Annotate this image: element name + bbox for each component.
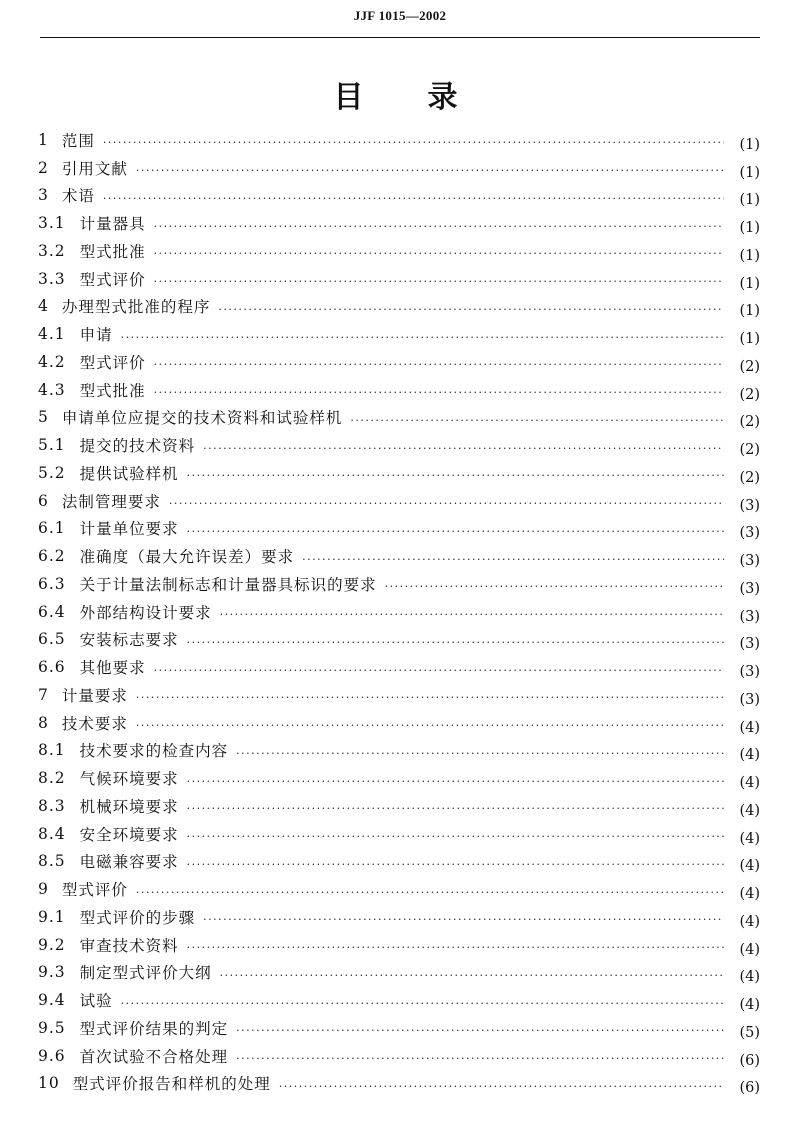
page-title-char-1: 目 [333, 80, 366, 115]
toc-entry-title: 型式评价 [79, 270, 146, 289]
toc-dot-leader [236, 1024, 724, 1037]
page-title-char-2: 录 [427, 80, 460, 115]
toc-entry [38, 792, 760, 820]
toc-dot-leader [187, 469, 724, 482]
toc-entry-page: (4) [739, 775, 760, 792]
toc-entry [38, 653, 760, 681]
toc-entry-page: (4) [739, 969, 760, 986]
toc-entry [38, 126, 760, 154]
toc-dot-leader [187, 941, 724, 954]
toc-entry-number: 3 [38, 186, 49, 205]
toc-entry-number: 6 [38, 491, 49, 510]
toc-entry-number: 8.5 [38, 852, 66, 871]
toc-entry-title: 申请 [79, 326, 113, 345]
toc-entry [38, 903, 760, 931]
toc-dot-leader [187, 775, 724, 788]
toc-entry-page: (3) [739, 497, 760, 514]
toc-entry [38, 986, 760, 1014]
toc-entry-number: 10 [38, 1074, 60, 1093]
toc-dot-leader [136, 164, 724, 177]
toc-dot-leader [121, 997, 724, 1010]
toc-entry-number: 9.4 [38, 991, 66, 1010]
toc-entry-page: (4) [739, 747, 760, 764]
toc-dot-leader [154, 358, 724, 371]
toc-entry-page: (4) [739, 913, 760, 930]
toc-entry-title: 术语 [61, 187, 95, 206]
toc-entry-page: (6) [739, 1052, 760, 1069]
toc-dot-leader [103, 192, 724, 205]
toc-entry-number: 3.1 [38, 214, 66, 233]
toc-entry [38, 626, 760, 654]
toc-dot-leader [187, 636, 724, 649]
document-code-header: JJF 1015—2002 [353, 8, 447, 23]
toc-dot-leader [220, 608, 724, 621]
toc-entry-page: (3) [739, 636, 760, 653]
toc-entry-number: 9.3 [38, 963, 66, 982]
toc-dot-leader [187, 830, 724, 843]
toc-entry-title: 气候环境要求 [79, 770, 179, 789]
toc-dot-leader [187, 858, 724, 871]
toc-entry-number: 5 [38, 408, 49, 427]
toc-entry-title: 申请单位应提交的技术资料和试验样机 [61, 409, 343, 428]
toc-entry-title: 其他要求 [79, 659, 146, 678]
toc-dot-leader [154, 220, 724, 233]
toc-entry-page: (3) [739, 691, 760, 708]
toc-entry-number: 8.3 [38, 796, 66, 815]
toc-entry-title: 审查技术资料 [79, 936, 179, 955]
toc-entry [38, 348, 760, 376]
header-divider [40, 37, 760, 38]
toc-dot-leader [302, 553, 724, 566]
toc-entry-page: (2) [739, 442, 760, 459]
toc-entry-title: 技术要求的检查内容 [79, 742, 229, 761]
toc-entry-number: 4 [38, 297, 49, 316]
toc-entry-title: 办理型式批准的程序 [61, 298, 211, 317]
toc-entry-number: 4.3 [38, 380, 66, 399]
toc-dot-leader [154, 386, 724, 399]
toc-entry-page: (1) [739, 220, 760, 237]
toc-entry [38, 515, 760, 543]
toc-dot-leader [136, 886, 724, 899]
toc-entry-title: 范围 [61, 131, 95, 150]
toc-entry-title: 机械环境要求 [79, 797, 179, 816]
toc-entry-number: 5.1 [38, 436, 66, 455]
toc-entry [38, 570, 760, 598]
toc-entry-number: 8 [38, 713, 49, 732]
toc-entry-page: (3) [739, 664, 760, 681]
toc-entry-title: 安装标志要求 [79, 631, 179, 650]
toc-entry-title: 关于计量法制标志和计量器具标识的要求 [79, 575, 377, 594]
toc-entry [38, 487, 760, 515]
toc-entry [38, 459, 760, 487]
toc-entry-number: 9.2 [38, 935, 66, 954]
toc-entry-number: 9.5 [38, 1018, 66, 1037]
toc-entry-title: 型式批准 [79, 381, 146, 400]
toc-entry-title: 制定型式评价大纲 [79, 964, 212, 983]
toc-entry-title: 计量单位要求 [79, 520, 179, 539]
toc-dot-leader [203, 442, 724, 455]
toc-entry [38, 1014, 760, 1042]
toc-entry-page: (2) [739, 414, 760, 431]
toc-entry [38, 209, 760, 237]
toc-entry-page: (1) [739, 331, 760, 348]
toc-dot-leader [350, 414, 724, 427]
toc-dot-leader [203, 913, 724, 926]
toc-dot-leader [136, 719, 724, 732]
toc-entry-number: 9 [38, 880, 49, 899]
toc-entry [38, 709, 760, 737]
toc-entry-page: (4) [739, 830, 760, 847]
toc-entry [38, 265, 760, 293]
toc-entry-number: 6.3 [38, 574, 66, 593]
toc-entry-title: 型式评价的步骤 [79, 908, 196, 927]
toc-entry-page: (4) [739, 886, 760, 903]
toc-dot-leader [103, 136, 724, 149]
toc-entry-title: 型式批准 [79, 242, 146, 261]
toc-entry-title: 法制管理要求 [61, 492, 161, 511]
toc-entry-page: (1) [739, 136, 760, 153]
toc-entry-number: 8.2 [38, 769, 66, 788]
toc-entry-number: 1 [38, 130, 49, 149]
toc-entry [38, 182, 760, 210]
toc-dot-leader [218, 303, 724, 316]
toc-dot-leader [187, 802, 724, 815]
toc-dot-leader [136, 691, 724, 704]
toc-entry-page: (2) [739, 469, 760, 486]
toc-entry [38, 848, 760, 876]
toc-dot-leader [169, 497, 724, 510]
toc-dot-leader [121, 331, 724, 344]
toc-entry [38, 542, 760, 570]
toc-entry-number: 6.6 [38, 658, 66, 677]
toc-entry [38, 959, 760, 987]
toc-entry-page: (4) [739, 858, 760, 875]
toc-entry-page: (3) [739, 580, 760, 597]
toc-entry-page: (4) [739, 997, 760, 1014]
toc-entry-number: 8.1 [38, 741, 66, 760]
toc-entry-title: 引用文献 [61, 159, 128, 178]
toc-dot-leader [187, 525, 724, 538]
toc-entry-page: (4) [739, 719, 760, 736]
toc-dot-leader [279, 1080, 724, 1093]
toc-entry-title: 电磁兼容要求 [79, 853, 179, 872]
toc-dot-leader [154, 275, 724, 288]
toc-entry [38, 293, 760, 321]
toc-entry-title: 首次试验不合格处理 [79, 1047, 229, 1066]
toc-entry-number: 2 [38, 158, 49, 177]
toc-entry-page: (1) [739, 275, 760, 292]
toc-entry-page: (3) [739, 525, 760, 542]
toc-entry [38, 431, 760, 459]
toc-entry [38, 737, 760, 765]
toc-entry-number: 5.2 [38, 463, 66, 482]
toc-entry-number: 4.2 [38, 352, 66, 371]
toc-entry-number: 3.2 [38, 241, 66, 260]
toc-entry [38, 154, 760, 182]
toc-entry-number: 9.1 [38, 907, 66, 926]
toc-entry-page: (1) [739, 192, 760, 209]
toc-entry [38, 764, 760, 792]
toc-entry-number: 4.1 [38, 325, 66, 344]
toc-entry [38, 237, 760, 265]
toc-entry-title: 计量器具 [79, 215, 146, 234]
toc-entry-page: (1) [739, 164, 760, 181]
toc-entry-title: 型式评价 [79, 353, 146, 372]
toc-entry-title: 型式评价结果的判定 [79, 1019, 229, 1038]
toc-entry-page: (2) [739, 358, 760, 375]
toc-entry-number: 6.1 [38, 519, 66, 538]
toc-entry [38, 598, 760, 626]
toc-entry-title: 型式评价 [61, 881, 128, 900]
toc-entry-title: 技术要求 [61, 714, 128, 733]
toc-entry [38, 931, 760, 959]
toc-entry-title: 提交的技术资料 [79, 437, 196, 456]
toc-entry-number: 6.4 [38, 602, 66, 621]
toc-dot-leader [154, 664, 724, 677]
toc-entry-title: 试验 [79, 992, 113, 1011]
page-title [0, 72, 793, 116]
toc-entry [38, 376, 760, 404]
toc-dot-leader [236, 747, 724, 760]
toc-entry-number: 3.3 [38, 269, 66, 288]
toc-entry-page: (3) [739, 608, 760, 625]
toc-entry [38, 404, 760, 432]
toc-entry-page: (4) [739, 941, 760, 958]
toc-entry-page: (3) [739, 553, 760, 570]
toc-entry-page: (1) [739, 303, 760, 320]
toc-entry-title: 计量要求 [61, 686, 128, 705]
toc-dot-leader [385, 580, 724, 593]
toc-entry [38, 1042, 760, 1070]
toc-entry [38, 1070, 760, 1098]
toc-entry [38, 681, 760, 709]
toc-entry-title: 安全环境要求 [79, 825, 179, 844]
toc-entry-number: 6.2 [38, 547, 66, 566]
toc-entry-number: 7 [38, 685, 49, 704]
toc-entry-page: (6) [739, 1080, 760, 1097]
toc-entry-number: 8.4 [38, 824, 66, 843]
table-of-contents [38, 126, 760, 1097]
toc-entry [38, 875, 760, 903]
toc-entry-title: 提供试验样机 [79, 464, 179, 483]
toc-entry [38, 320, 760, 348]
toc-entry-number: 9.6 [38, 1046, 66, 1065]
toc-dot-leader [154, 247, 724, 260]
toc-entry-page: (4) [739, 802, 760, 819]
toc-entry [38, 820, 760, 848]
toc-entry-title: 准确度（最大允许误差）要求 [79, 548, 295, 567]
toc-entry-page: (1) [739, 247, 760, 264]
toc-entry-number: 6.5 [38, 630, 66, 649]
toc-dot-leader [236, 1052, 724, 1065]
toc-dot-leader [220, 969, 724, 982]
toc-entry-title: 外部结构设计要求 [79, 603, 212, 622]
toc-entry-title: 型式评价报告和样机的处理 [72, 1075, 271, 1094]
toc-entry-page: (2) [739, 386, 760, 403]
toc-entry-page: (5) [739, 1024, 760, 1041]
